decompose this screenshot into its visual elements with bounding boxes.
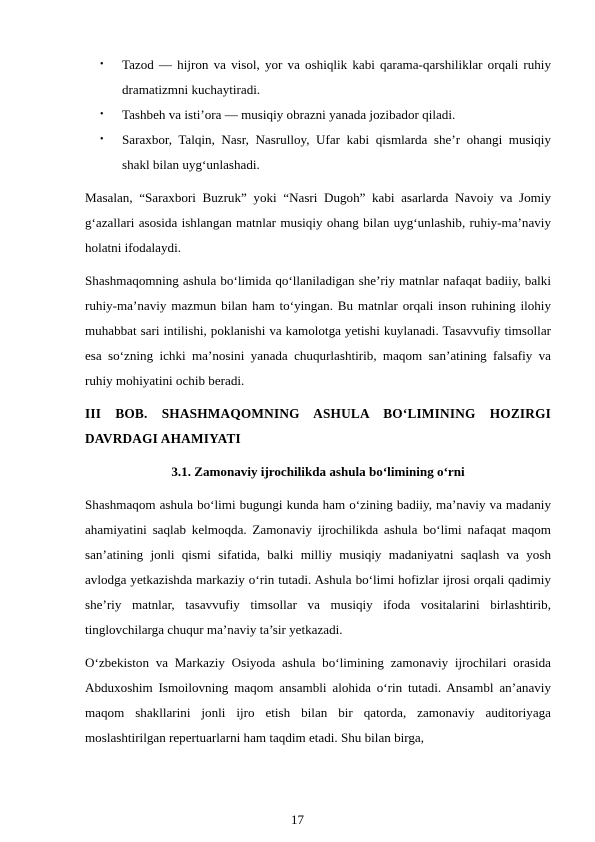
list-item <box>85 102 551 127</box>
section-heading: 3.1. Zamonaviy ijrochilikda ashula bo‘limining o‘rni <box>171 464 465 479</box>
paragraph: O‘zbekiston va Markaziy Osiyoda ashula bo‘limining zamonaviy ijrochilari orasida Abduxoshim Ismoilovning maqom ansambli alohida o‘rin tutadi. Ansambl an’anaviy maqom shakllarini jonli ijro etish bilan bir qatorda, zamonaviy auditoriyaga moslashtirilgan repertuarlarni ham taqdim etadi. Shu bilan birga, <box>85 655 551 745</box>
chapter-heading: III BOB. SHASHMAQOMNING ASHULA BO‘LIMINING HOZIRGI DAVRDAGI AHAMIYATI <box>85 406 551 446</box>
list-item <box>85 52 551 102</box>
list-item-text: Tazod — hijron va visol, yor va oshiqlik kabi qarama-qarshiliklar orqali ruhiy dramatizmni kuchaytiradi. <box>122 57 551 97</box>
bullet-icon: • <box>100 109 104 120</box>
page-number: 17 <box>291 812 304 827</box>
bullet-list <box>85 52 551 177</box>
document-page <box>85 52 551 758</box>
paragraph: Shashmaqomning ashula bo‘limida qo‘llaniladigan she’riy matnlar nafaqat badiiy, balki ruhiy-ma’naviy mazmun bilan ham to‘yingan. Bu matnlar orqali inson ruhining ilohiy muhabbat sari intilishi, poklanishi va kamolotga yetishi kuylanadi. Tasavvufiy timsollar esa so‘zning ichki ma’nosini yanada chuqurlashtirib, maqom san’atining falsafiy va ruhiy mohiyatini ochib beradi. <box>85 273 551 388</box>
list-item <box>85 127 551 177</box>
list-item-text: Saraxbor, Talqin, Nasr, Nasrulloy, Ufar kabi qismlarda she’r ohangi musiqiy shakl bilan uyg‘unlashadi. <box>122 132 551 172</box>
paragraph: Shashmaqom ashula bo‘limi bugungi kunda ham o‘zining badiiy, ma’naviy va madaniy ahamiyatini saqlab kelmoqda. Zamonaviy ijrochilikda ashula bo‘limi nafaqat maqom san’atining jonli qismi sifatida, balki milliy musiqiy madaniyatni saqlash va yosh avlodga yetkazishda markaziy o‘rin tutadi. Ashula bo‘limi hofizlar ijrosi orqali qadimiy she’riy matnlar, tasavvufiy timsollar va musiqiy ifoda vositalarini birlashtirib, tinglovchilarga chuqur ma’naviy ta’sir yetkazadi. <box>85 497 551 637</box>
list-item-text: Tashbeh va isti’ora — musiqiy obrazni yanada jozibador qiladi. <box>122 107 456 122</box>
bullet-icon: • <box>100 134 104 145</box>
paragraph: Masalan, “Saraxbori Buzruk” yoki “Nasri Dugoh” kabi asarlarda Navoiy va Jomiy g‘azallari asosida ishlangan matnlar musiqiy ohang bilan uyg‘unlashib, ruhiy-ma’naviy holatni ifodalaydi. <box>85 190 551 255</box>
bullet-icon: • <box>100 59 104 70</box>
